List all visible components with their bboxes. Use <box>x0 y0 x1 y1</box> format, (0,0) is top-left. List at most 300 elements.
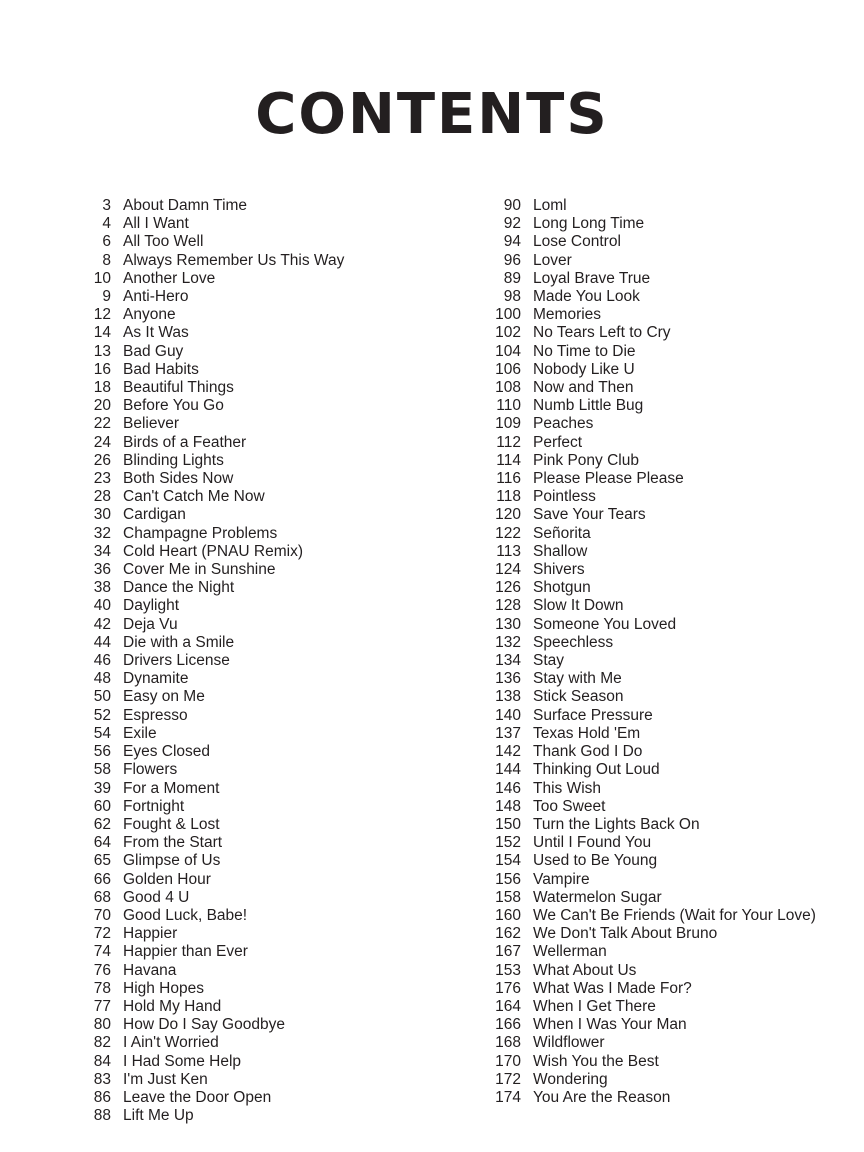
contents-entry-page: 40 <box>93 597 111 615</box>
page-title: CONTENTS <box>255 82 609 147</box>
contents-column-left <box>77 197 397 1125</box>
contents-entry-page: 136 <box>495 670 521 688</box>
contents-entry[interactable] <box>77 816 397 834</box>
contents-entry-page: 3 <box>102 197 111 214</box>
contents-entry[interactable] <box>487 798 807 816</box>
contents-entry-title: Cover Me in Sunshine <box>123 561 276 579</box>
contents-entry[interactable] <box>77 652 397 670</box>
contents-entry-title: Made You Look <box>533 288 640 306</box>
contents-entry-page: 60 <box>93 797 111 815</box>
contents-entry-page: 20 <box>93 397 111 415</box>
contents-entry-title: Good 4 U <box>123 888 190 906</box>
contents-entry-title: Wondering <box>533 1070 608 1088</box>
contents-entry[interactable] <box>487 434 807 452</box>
contents-entry-title: You Are the Reason <box>533 1088 671 1106</box>
contents-entry-page: 154 <box>495 852 521 870</box>
contents-entry-page: 118 <box>496 488 521 506</box>
contents-entry[interactable] <box>487 707 807 725</box>
contents-entry[interactable] <box>487 324 807 342</box>
contents-entry[interactable] <box>77 1071 397 1089</box>
contents-entry[interactable] <box>77 434 397 452</box>
contents-entry[interactable] <box>77 889 397 907</box>
contents-entry-page: 168 <box>495 1034 521 1052</box>
contents-entry-page: 122 <box>495 524 521 542</box>
contents-entry[interactable] <box>77 270 397 288</box>
contents-entry[interactable] <box>487 579 807 597</box>
contents-entry-title: No Time to Die <box>533 342 636 360</box>
contents-entry-page: 13 <box>93 342 111 360</box>
contents-entry-title: Used to Be Young <box>533 852 658 870</box>
contents-entry[interactable] <box>77 379 397 397</box>
contents-entry-title: Anti-Hero <box>123 288 189 306</box>
contents-entry-title: All I Want <box>123 215 189 233</box>
contents-entry-page: 34 <box>93 542 111 560</box>
contents-entry-page: 158 <box>495 888 521 906</box>
contents-entry[interactable] <box>487 780 807 798</box>
contents-entry-page: 124 <box>495 561 521 579</box>
contents-entry-title: Shotgun <box>533 579 591 597</box>
contents-entry-title: Before You Go <box>123 397 224 415</box>
contents-entry-page: 174 <box>495 1088 521 1106</box>
contents-entry-title: Perfect <box>533 433 583 451</box>
contents-entry-page: 72 <box>93 925 111 943</box>
contents-entry[interactable] <box>77 688 397 706</box>
contents-entry-page: 152 <box>495 834 521 852</box>
contents-entry[interactable] <box>487 597 807 615</box>
contents-entry-page: 8 <box>102 251 111 269</box>
contents-entry[interactable] <box>487 725 807 743</box>
contents-entry-page: 23 <box>93 470 111 488</box>
contents-entry-title: High Hopes <box>123 979 204 997</box>
contents-entry-page: 112 <box>496 433 521 451</box>
contents-entry-page: 4 <box>102 215 111 233</box>
contents-entry-page: 76 <box>93 961 111 979</box>
contents-entry-page: 70 <box>93 906 111 924</box>
contents-entry-page: 89 <box>503 269 521 287</box>
contents-entry-page: 148 <box>495 797 521 815</box>
contents-entry-page: 146 <box>495 779 521 797</box>
contents-entry[interactable] <box>487 816 807 834</box>
contents-entry-page: 166 <box>495 1016 521 1034</box>
contents-entry-page: 36 <box>93 561 111 579</box>
contents-entry[interactable] <box>487 906 816 925</box>
contents-entry-title: Anyone <box>123 306 176 324</box>
contents-entry[interactable] <box>487 397 807 415</box>
contents-entry[interactable] <box>77 871 397 889</box>
contents-entry-title: Turn the Lights Back On <box>533 815 700 833</box>
contents-entry[interactable] <box>487 616 807 634</box>
contents-entry[interactable] <box>487 215 807 233</box>
contents-entry[interactable] <box>77 670 397 688</box>
contents-entry-title: Both Sides Now <box>123 470 234 488</box>
contents-entry[interactable] <box>77 907 397 925</box>
contents-entry-page: 38 <box>93 579 111 597</box>
contents-entry-page: 144 <box>495 761 521 779</box>
contents-entry[interactable] <box>77 488 397 506</box>
contents-entry[interactable] <box>487 652 807 670</box>
contents-entry[interactable] <box>487 452 807 470</box>
contents-entry-title: Loml <box>533 197 567 214</box>
contents-entry[interactable] <box>77 1016 397 1034</box>
contents-columns <box>0 197 864 1125</box>
contents-entry-page: 84 <box>93 1052 111 1070</box>
contents-entry[interactable] <box>77 343 397 361</box>
contents-entry-title: Can't Catch Me Now <box>123 488 265 506</box>
contents-entry[interactable] <box>77 998 397 1016</box>
contents-entry[interactable] <box>487 1016 807 1034</box>
contents-entry-page: 52 <box>93 706 111 724</box>
contents-entry[interactable] <box>487 288 807 306</box>
contents-entry-page: 65 <box>93 852 111 870</box>
contents-entry-title: Eyes Closed <box>123 743 211 761</box>
contents-entry-page: 137 <box>495 724 521 742</box>
contents-entry-title: Please Please Please <box>533 470 684 488</box>
contents-entry-page: 138 <box>495 688 521 706</box>
contents-entry-title: Speechless <box>533 633 614 651</box>
contents-entry-page: 102 <box>495 324 521 342</box>
contents-entry-page: 170 <box>495 1052 521 1070</box>
contents-entry-page: 96 <box>503 251 521 269</box>
contents-entry-page: 83 <box>93 1070 111 1088</box>
contents-entry-title: Happier than Ever <box>123 943 248 961</box>
contents-entry[interactable] <box>77 943 397 961</box>
contents-entry-page: 100 <box>495 306 521 324</box>
contents-entry-title: Memories <box>533 306 602 324</box>
contents-entry[interactable] <box>77 252 397 270</box>
contents-entry-title: All Too Well <box>123 233 204 251</box>
contents-entry-page: 104 <box>495 342 521 360</box>
contents-entry-title: Believer <box>123 415 179 433</box>
contents-entry[interactable] <box>487 852 807 870</box>
contents-entry-title: Lift Me Up <box>123 1107 194 1125</box>
contents-entry-page: 46 <box>93 652 111 670</box>
contents-entry-page: 64 <box>93 834 111 852</box>
contents-entry-title: Die with a Smile <box>123 633 235 651</box>
contents-entry-title: What About Us <box>533 961 637 979</box>
contents-entry-title: Leave the Door Open <box>123 1088 272 1106</box>
contents-entry[interactable] <box>487 1071 807 1089</box>
contents-entry-title: Pointless <box>533 488 596 506</box>
contents-entry-page: 134 <box>495 652 521 670</box>
contents-entry-title: Exile <box>123 724 157 742</box>
contents-entry-page: 126 <box>495 579 521 597</box>
contents-entry-page: 22 <box>93 415 111 433</box>
contents-entry-page: 9 <box>102 288 111 306</box>
contents-entry-page: 150 <box>495 815 521 833</box>
contents-entry-page: 48 <box>93 670 111 688</box>
contents-entry-title: Flowers <box>123 761 178 779</box>
contents-entry-page: 120 <box>495 506 521 524</box>
contents-entry[interactable] <box>487 543 807 561</box>
contents-entry-title: Bad Habits <box>123 360 199 378</box>
contents-entry[interactable] <box>77 597 397 615</box>
contents-entry-title: How Do I Say Goodbye <box>123 1016 285 1034</box>
contents-entry[interactable] <box>77 925 397 943</box>
contents-entry-title: Nobody Like U <box>533 360 635 378</box>
contents-entry-page: 54 <box>93 724 111 742</box>
contents-entry-page: 16 <box>93 360 111 378</box>
contents-entry-title: As It Was <box>123 324 189 342</box>
contents-entry-page: 176 <box>495 979 521 997</box>
contents-entry-page: 58 <box>93 761 111 779</box>
contents-entry[interactable] <box>77 415 397 433</box>
contents-entry[interactable] <box>77 725 397 743</box>
contents-entry[interactable] <box>77 452 397 470</box>
contents-entry-page: 88 <box>93 1107 111 1125</box>
contents-entry[interactable] <box>77 306 397 324</box>
contents-entry-title: Bad Guy <box>123 342 184 360</box>
contents-entry-title: Someone You Loved <box>533 615 677 633</box>
contents-entry[interactable] <box>487 525 807 543</box>
contents-entry[interactable] <box>77 1107 397 1125</box>
contents-entry-title: Long Long Time <box>533 215 645 233</box>
contents-entry[interactable] <box>487 962 807 980</box>
contents-entry[interactable] <box>77 288 397 306</box>
contents-entry-page: 98 <box>503 288 521 306</box>
contents-column-right <box>487 197 816 1125</box>
contents-entry[interactable] <box>77 761 397 779</box>
contents-entry-page: 68 <box>93 888 111 906</box>
contents-entry-title: Blinding Lights <box>123 451 224 469</box>
contents-entry-page: 130 <box>495 615 521 633</box>
contents-entry[interactable] <box>487 343 807 361</box>
contents-entry-title: Good Luck, Babe! <box>123 906 248 924</box>
contents-entry-page: 106 <box>495 360 521 378</box>
contents-entry[interactable] <box>487 270 807 288</box>
contents-entry-title: Texas Hold 'Em <box>533 724 641 742</box>
contents-entry-title: Thinking Out Loud <box>533 761 660 779</box>
contents-entry-title: Wellerman <box>533 943 607 961</box>
contents-entry-title: Peaches <box>533 415 594 433</box>
contents-entry-title: Shivers <box>533 561 585 579</box>
contents-entry-title: Slow It Down <box>533 597 624 615</box>
contents-entry-title: Pink Pony Club <box>533 451 639 469</box>
contents-entry[interactable] <box>487 943 807 961</box>
contents-entry-page: 128 <box>495 597 521 615</box>
contents-entry[interactable] <box>77 707 397 725</box>
contents-entry[interactable] <box>487 561 807 579</box>
contents-entry-title: Lose Control <box>533 233 621 251</box>
contents-entry-page: 90 <box>503 197 521 214</box>
contents-entry-page: 114 <box>496 451 521 469</box>
contents-entry-title: Lover <box>533 251 572 269</box>
contents-entry[interactable] <box>487 506 807 524</box>
contents-entry[interactable] <box>487 379 807 397</box>
contents-entry-page: 110 <box>496 397 521 415</box>
contents-entry[interactable] <box>77 852 397 870</box>
contents-entry[interactable] <box>487 761 807 779</box>
contents-entry-page: 39 <box>93 779 111 797</box>
contents-entry[interactable] <box>77 743 397 761</box>
contents-entry-title: Havana <box>123 961 177 979</box>
contents-entry-title: We Don't Talk About Bruno <box>533 925 718 943</box>
contents-entry-title: Cold Heart (PNAU Remix) <box>123 542 304 560</box>
contents-entry-title: Stick Season <box>533 688 624 706</box>
contents-entry-page: 24 <box>93 433 111 451</box>
contents-entry[interactable] <box>77 1034 397 1052</box>
contents-entry[interactable] <box>487 488 807 506</box>
contents-entry[interactable] <box>77 525 397 543</box>
contents-entry[interactable] <box>77 780 397 798</box>
contents-entry-page: 78 <box>93 979 111 997</box>
contents-entry[interactable] <box>77 962 397 980</box>
contents-entry-title: What Was I Made For? <box>533 979 692 997</box>
contents-entry-title: Golden Hour <box>123 870 211 888</box>
contents-entry-title: Shallow <box>533 542 588 560</box>
contents-entry-title: Too Sweet <box>533 797 606 815</box>
contents-entry-title: Thank God I Do <box>533 743 643 761</box>
contents-entry[interactable] <box>77 980 397 998</box>
contents-entry-title: For a Moment <box>123 779 220 797</box>
contents-entry-title: Easy on Me <box>123 688 205 706</box>
contents-entry-title: Another Love <box>123 269 216 287</box>
contents-entry-title: Surface Pressure <box>533 706 653 724</box>
contents-entry-title: Stay <box>533 652 565 670</box>
contents-entry[interactable] <box>77 215 397 233</box>
contents-entry-page: 74 <box>93 943 111 961</box>
contents-entry-title: Dance the Night <box>123 579 235 597</box>
contents-entry-page: 32 <box>93 524 111 542</box>
contents-entry-title: Cardigan <box>123 506 186 524</box>
contents-entry-page: 162 <box>495 925 521 943</box>
contents-entry-title: Dynamite <box>123 670 189 688</box>
contents-entry-page: 156 <box>495 870 521 888</box>
contents-entry[interactable] <box>487 1089 807 1107</box>
contents-entry[interactable] <box>77 1053 397 1071</box>
contents-entry-page: 113 <box>496 542 521 560</box>
contents-entry-title: Birds of a Feather <box>123 433 247 451</box>
contents-entry-title: Always Remember Us This Way <box>123 251 345 269</box>
contents-entry[interactable] <box>487 197 807 215</box>
contents-entry-page: 42 <box>93 615 111 633</box>
contents-entry[interactable] <box>487 233 807 251</box>
contents-entry-title: Daylight <box>123 597 179 615</box>
contents-entry[interactable] <box>487 634 807 652</box>
contents-entry-page: 82 <box>93 1034 111 1052</box>
contents-entry[interactable] <box>487 980 807 998</box>
contents-entry[interactable] <box>77 834 397 852</box>
contents-entry-title: Until I Found You <box>533 834 652 852</box>
contents-entry-title: This Wish <box>533 779 602 797</box>
contents-entry-page: 12 <box>93 306 111 324</box>
contents-entry[interactable] <box>487 998 807 1016</box>
contents-entry-title: Fought & Lost <box>123 815 220 833</box>
contents-entry[interactable] <box>487 871 807 889</box>
contents-entry-page: 62 <box>93 815 111 833</box>
contents-entry-title: I Ain't Worried <box>123 1034 219 1052</box>
contents-entry[interactable] <box>77 579 397 597</box>
contents-entry-page: 92 <box>503 215 521 233</box>
contents-entry[interactable] <box>487 415 807 433</box>
contents-entry-title: Numb Little Bug <box>533 397 644 415</box>
contents-entry[interactable] <box>487 925 807 943</box>
contents-entry-page: 116 <box>496 470 521 488</box>
contents-entry-page: 18 <box>93 379 111 397</box>
contents-entry-title: Deja Vu <box>123 615 178 633</box>
contents-entry[interactable] <box>487 1034 807 1052</box>
contents-entry-title: Fortnight <box>123 797 185 815</box>
contents-entry[interactable] <box>77 397 397 415</box>
contents-entry-page: 6 <box>102 233 111 251</box>
contents-entry-title: Drivers License <box>123 652 230 670</box>
contents-entry[interactable] <box>77 233 397 251</box>
contents-entry-page: 108 <box>495 379 521 397</box>
contents-entry[interactable] <box>487 889 807 907</box>
contents-entry-page: 77 <box>93 997 111 1015</box>
contents-entry[interactable] <box>77 197 397 215</box>
contents-entry[interactable] <box>487 688 807 706</box>
contents-entry-title: Watermelon Sugar <box>533 888 662 906</box>
contents-entry-title: Champagne Problems <box>123 524 278 542</box>
contents-entry-title: Espresso <box>123 706 188 724</box>
contents-entry[interactable] <box>77 543 397 561</box>
contents-entry[interactable] <box>487 834 807 852</box>
contents-entry[interactable] <box>77 506 397 524</box>
contents-entry-page: 86 <box>93 1088 111 1106</box>
contents-entry-page: 172 <box>495 1070 521 1088</box>
contents-entry[interactable] <box>487 743 807 761</box>
contents-entry-page: 30 <box>93 506 111 524</box>
contents-entry[interactable] <box>77 561 397 579</box>
contents-entry-title: From the Start <box>123 834 223 852</box>
contents-entry[interactable] <box>77 616 397 634</box>
contents-entry[interactable] <box>487 306 807 324</box>
contents-entry-title: Now and Then <box>533 379 634 397</box>
contents-entry[interactable] <box>77 634 397 652</box>
contents-entry-page: 10 <box>93 269 111 287</box>
contents-entry[interactable] <box>77 361 397 379</box>
contents-entry-title: Wish You the Best <box>533 1052 659 1070</box>
contents-entry-page: 153 <box>495 961 521 979</box>
contents-entry-page: 26 <box>93 451 111 469</box>
contents-entry-page: 164 <box>495 997 521 1015</box>
contents-entry[interactable] <box>77 798 397 816</box>
contents-entry-page: 50 <box>93 688 111 706</box>
contents-entry-page: 142 <box>495 743 521 761</box>
contents-entry-page: 80 <box>93 1016 111 1034</box>
contents-entry[interactable] <box>487 361 807 379</box>
contents-entry-title: No Tears Left to Cry <box>533 324 671 342</box>
contents-entry-page: 132 <box>495 633 521 651</box>
contents-entry-page: 94 <box>503 233 521 251</box>
contents-entry-title: When I Was Your Man <box>533 1016 687 1034</box>
contents-entry-title: I Had Some Help <box>123 1052 242 1070</box>
contents-entry-title: Vampire <box>533 870 590 888</box>
contents-entry[interactable] <box>487 252 807 270</box>
contents-entry-title: Beautiful Things <box>123 379 234 397</box>
contents-entry[interactable] <box>77 470 397 488</box>
contents-entry[interactable] <box>77 1089 397 1107</box>
contents-entry[interactable] <box>487 670 807 688</box>
contents-entry-title: Stay with Me <box>533 670 622 688</box>
contents-entry[interactable] <box>77 324 397 342</box>
contents-entry-page: 160 <box>495 906 521 924</box>
contents-entry-page: 44 <box>93 633 111 651</box>
contents-entry-page: 28 <box>93 488 111 506</box>
contents-entry-page: 66 <box>93 870 111 888</box>
contents-entry-page: 14 <box>93 324 111 342</box>
contents-entry[interactable] <box>487 1053 807 1071</box>
contents-entry-title: Happier <box>123 925 178 943</box>
contents-entry-title: Señorita <box>533 524 591 542</box>
contents-entry-title: Wildflower <box>533 1034 605 1052</box>
contents-entry-title: I'm Just Ken <box>123 1070 208 1088</box>
contents-entry-title: Save Your Tears <box>533 506 646 524</box>
contents-entry-page: 140 <box>495 706 521 724</box>
contents-entry[interactable] <box>487 470 807 488</box>
contents-entry-title: Loyal Brave True <box>533 269 651 287</box>
contents-entry-title: When I Get There <box>533 997 656 1015</box>
